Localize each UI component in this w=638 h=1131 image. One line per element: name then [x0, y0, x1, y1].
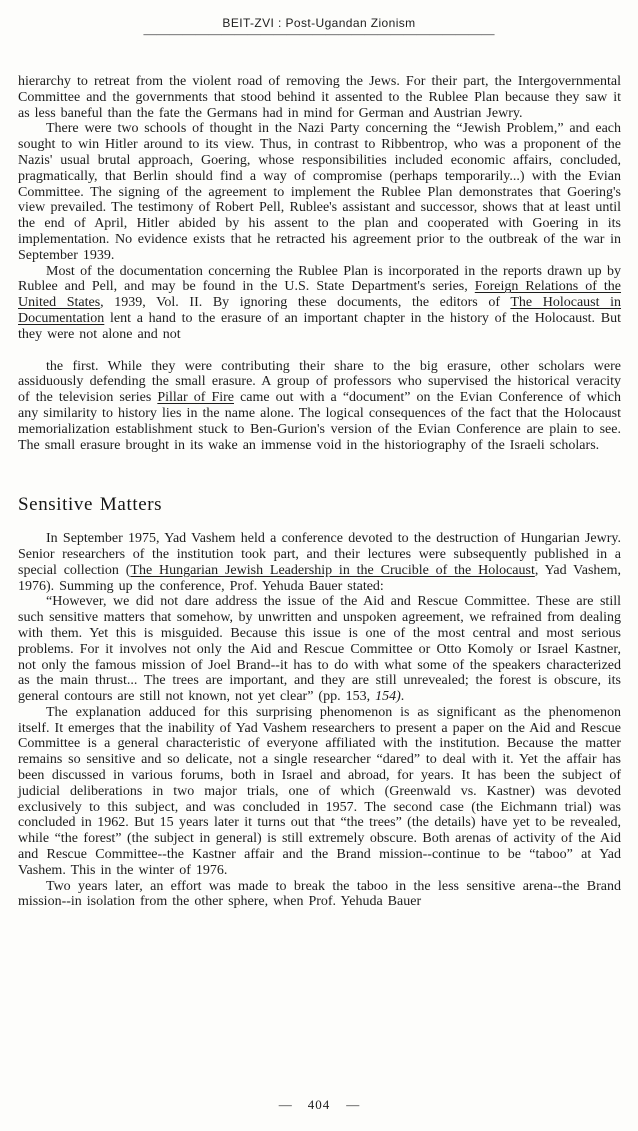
text-segment-underline: The Hungarian Jewish Leadership in the Crucible of the Holocaust	[130, 562, 535, 578]
text-segment: In September 1975, Yad Vashem held a conference devoted to the destruction of Hungarian Jewry. Senior researchers of the institution took part, and their lectures were subsequently published in a special collection (	[18, 531, 621, 578]
text-segment: .	[400, 689, 405, 705]
running-title: BEIT-ZVI : Post-Ugandan Zionism	[222, 16, 416, 30]
text-segment: , Yad Vashem, 1976). Summing up the conference, Prof. Yehuda Bauer stated:	[18, 562, 622, 594]
footer-dash-left: —	[278, 1097, 292, 1112]
text-segment-italic: 154)	[375, 689, 401, 705]
text-segment: “However, we did not dare address the issue of the Aid and Rescue Committee. These are still such sensitive matters that somehow, by unwritten and unspoken agreement, we refrained from dealing with them. Yet this is misguided. Because this issue is one of the most central and most serious problems. For it involves not only the Aid and Rescue Committee or Otto Komoly or Israel Kastner, not only the famous mission of Joel Brand--it has to do with what some of the speakers characterized as the main thrust... The trees are important, and they are still unrevealed; the forest is obscure, its general contours are still not known, not yet clear” (pp. 153,	[18, 594, 621, 705]
footer-dash-right: —	[346, 1097, 360, 1112]
text-segment: Most of the documentation concerning the Rublee Plan is incorporated in the reports drawn up by Rublee and Pell, and may be found in the U.S. State Department's series,	[18, 263, 621, 295]
paragraph	[18, 705, 621, 879]
page-footer	[0, 1097, 638, 1113]
text-segment: The explanation adduced for this surprising phenomenon is as significant as the phenomenon itself. It emerges that the inability of Yad Vashem researchers to present a paper on the Aid and Rescue Committee is a general characteristic of everyone affiliated with the institution. Because the matter remains so sensitive and so delicate, not a single researcher “dared” to deal with it. Yet the affair has been discussed in various forums, both in Israel and abroad, for years. It has been the subject of judicial deliberations in two major trials, one of which (Greenwald vs. Kastner) was devoted exclusively to this subject, and was concluded in 1957. The second case (the Eichmann trial) was concluded in 1962. But 15 years later it turns out that “the trees” (the details) have yet to be revealed, while “the forest” (the subject in general) is still extremely obscure. Both arenas of activity of the Aid and Rescue Committee--the Kastner affair and the Brand mission--continue to be “taboo” at Yad Vashem. This in the winter of 1976.	[18, 704, 621, 878]
paragraph	[18, 531, 621, 594]
page-number: 404	[307, 1097, 331, 1112]
page-body	[18, 74, 621, 910]
header-rule: ———————————————————————————	[143, 27, 495, 41]
text-segment: lent a hand to the erasure of an important chapter in the history of the Holocaust. But they were not alone and not	[18, 310, 621, 342]
text-segment: came out with a “document” on the Evian Conference of which any similarity to history lies in the name alone. The logical consequences of the fact that the Holocaust memorialization establishment stuck to Ben-Gurion's version of the Evian Conference are plain to see. The small erasure brought in its wake an immense void in the historiography of the Israeli scholars.	[18, 390, 621, 453]
paragraph	[18, 594, 621, 705]
section-heading: Sensitive Matters	[18, 494, 163, 516]
paragraph	[18, 121, 621, 263]
text-segment-underline: The Holocaust in Documentation	[18, 295, 622, 326]
text-segment: There were two schools of thought in the Nazi Party concerning the “Jewish Problem,” and each sought to win Hitler around to its view. Thus, in contrast to Ribbentrop, who was a proponent of the Nazis' usual brutal approach, Goering, whose responsibilities included economic affairs, concluded, pragmatically, that Berlin should find a way of compromise (perhaps temporarily...) with the Evian Committee. The signing of the agreement to implement the Rublee Plan demonstrates that Goering's view prevailed. The testimony of Robert Pell, Rublee's assistant and successor, shows that at least until the end of April, Hitler abided by his assent to the plan and cooperated with Goering in its implementation. No evidence exists that he retracted his agreement prior to the outbreak of the war in September 1939.	[18, 121, 621, 263]
text-segment: hierarchy to retreat from the violent road of removing the Jews. For their part, the Intergovernmental Committee and the governments that stood behind it assented to the Rublee Plan because they saw it as less baneful than the fate the Germans had in mind for German and Austrian Jewry.	[18, 74, 621, 121]
paragraph	[18, 264, 621, 343]
text-segment: , 1939, Vol. II. By ignoring these documents, the editors of	[100, 295, 511, 311]
text-segment: Two years later, an effort was made to break the taboo in the less sensitive arena--the Brand mission--in isolation from the other sphere, when Prof. Yehuda Bauer	[18, 878, 621, 910]
text-segment-underline: Foreign Relations of the United States	[18, 279, 622, 311]
paragraph	[18, 879, 621, 911]
text-segment-underline: Pillar of Fire	[157, 390, 234, 406]
paragraph	[18, 359, 621, 454]
text-segment: the first. While they were contributing their share to the big erasure, other scholars were assiduously defending the small erasure. A group of professors who supervised the historical veracity of the television series	[18, 358, 621, 406]
paragraph	[18, 74, 621, 121]
